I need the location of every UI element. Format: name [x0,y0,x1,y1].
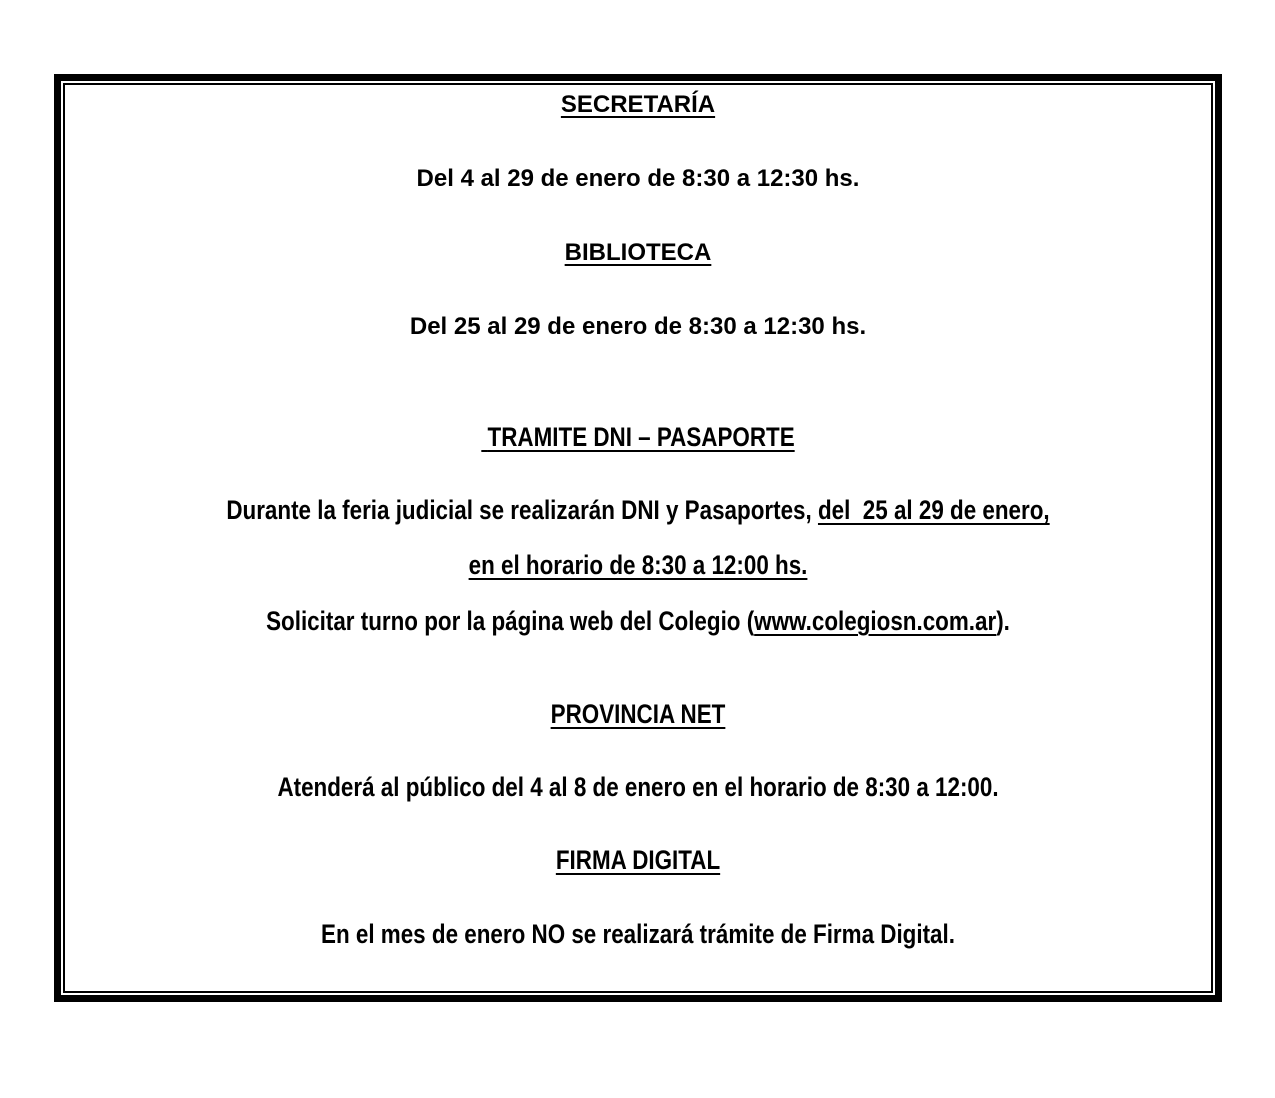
tramite-dni-line1-text: Durante la feria judicial se realizarán DNI y Pasaportes, [226,495,818,525]
notice-board-border [54,74,1222,1002]
website-link[interactable]: www.colegiosn.com.ar [754,606,997,636]
secretaria-hours: Del 4 al 29 de enero de 8:30 a 12:30 hs. [416,165,860,192]
biblioteca-hours: Del 25 al 29 de enero de 8:30 a 12:30 hs. [409,313,867,340]
provincia-net-title: PROVINCIA NET [550,699,726,729]
firma-digital-notice: En el mes de enero NO se realizará trámite de Firma Digital. [321,919,955,949]
tramite-dni-line3 [162,604,1113,638]
tramite-dni-line3-text: Solicitar turno por la página web del Colegio ( [266,606,755,636]
biblioteca-title: BIBLIOTECA [564,239,712,266]
tramite-dni-line1 [162,493,1113,527]
notice-board-inner-border [63,83,1213,993]
provincia-net-hours: Atenderá al público del 4 al 8 de enero en el horario de 8:30 a 12:00. [277,772,999,802]
tramite-dni-line1-dates: del 25 al 29 de enero, [817,495,1050,525]
firma-digital-title: FIRMA DIGITAL [555,845,721,875]
tramite-dni-title: TRAMITE DNI – PASAPORTE [481,422,795,452]
tramite-dni-line3-suffix: ). [996,606,1010,636]
notice-content [65,85,1211,991]
secretaria-title: SECRETARÍA [560,91,716,118]
tramite-dni-line2-schedule: en el horario de 8:30 a 12:00 hs. [468,550,808,580]
